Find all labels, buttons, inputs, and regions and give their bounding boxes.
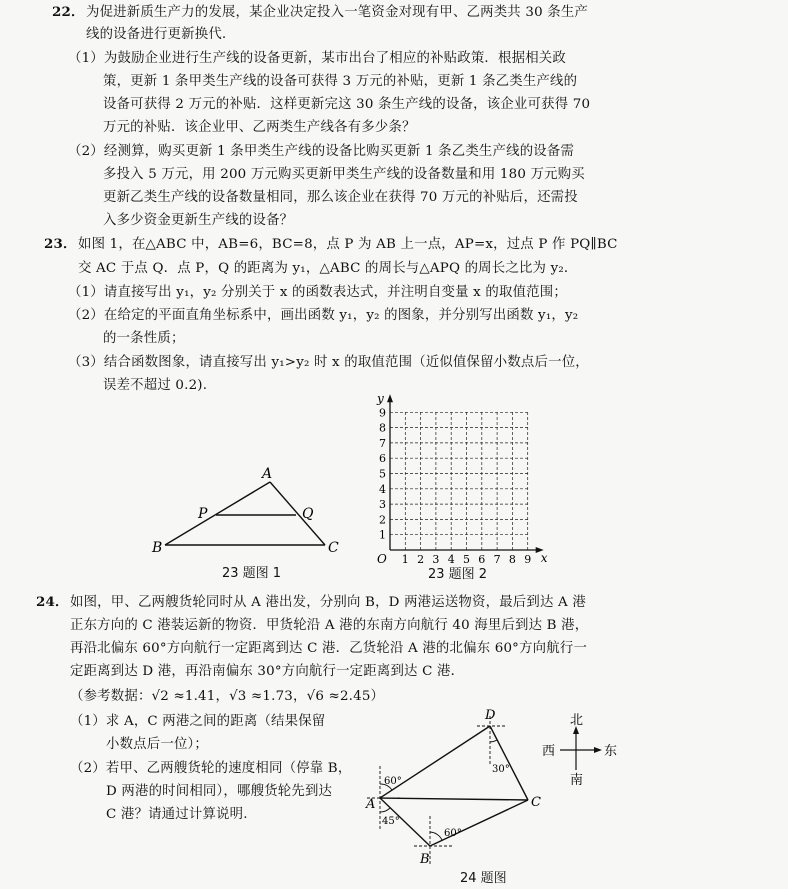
angle-arc-a-45 <box>380 808 390 812</box>
q23-part3-line-1: （3）结合函数图象，请直接写出 y₁>y₂ 时 x 的取值范围（近似值保留小数点后一位， <box>68 355 589 370</box>
x-tick-label: 5 <box>463 553 470 565</box>
y-tick-label: 4 <box>379 482 386 496</box>
label-b: B <box>152 540 163 556</box>
q22-part1-line-1: （1）为鼓励企业进行生产线的设备更新，某市出台了相应的补贴政策．根据相关政 <box>68 51 566 66</box>
route-ac <box>380 798 528 800</box>
label-b: B <box>420 852 430 867</box>
q24-figure-caption: 24 题图 <box>460 871 507 886</box>
y-tick-label: 3 <box>379 498 386 512</box>
q23-figure-2-coordinate-grid <box>368 380 558 565</box>
x-tick-label: 7 <box>493 553 501 565</box>
q22-part1-line-3: 设备可获得 2 万元的补贴．这样更新完这 30 条生产线的设备，该企业可获得 70 <box>103 97 591 112</box>
y-tick-label: 1 <box>379 528 386 542</box>
side-ab <box>165 482 270 545</box>
x-tick-label: 1 <box>401 553 409 565</box>
q23-stem-line-1: 如图 1，在△ABC 中，AB=6，BC=8，点 P 为 AB 上一点，AP=x，过点 P 作 PQ∥BC <box>78 237 618 252</box>
x-tick-label: 6 <box>478 553 486 565</box>
q24-part2-line-1: （2）若甲、乙两艘货轮的速度相同（停靠 B， <box>70 761 352 776</box>
label-p: P <box>198 506 208 522</box>
y-tick-label: 9 <box>379 406 386 420</box>
route-ad <box>380 726 490 798</box>
angle-arc-d-30 <box>490 740 497 742</box>
y-tick-label: 7 <box>379 436 386 450</box>
y-tick-label: 2 <box>379 513 386 527</box>
q23-part1: （1）请直接写出 y₁，y₂ 分别关于 x 的函数表达式，并注明自变量 x 的取值范围； <box>68 285 567 300</box>
x-axis-label: x <box>540 551 548 565</box>
q24-part1-line-2: 小数点后一位）； <box>106 737 209 752</box>
q23-figure-1-caption: 23 题图 1 <box>222 566 282 581</box>
compass-east: 东 <box>604 744 618 759</box>
label-a: A <box>262 466 273 482</box>
q24-stem-line-2: 正东方向的 C 港装运新的物资．甲货轮沿 A 港的东南方向航行 40 海里后到达 B 港， <box>70 618 589 633</box>
x-tick-label: 3 <box>432 553 440 565</box>
label-c: C <box>328 540 339 556</box>
x-tick-label: 4 <box>447 553 455 565</box>
q23-figure-1-triangle <box>150 460 350 560</box>
angle-label-d-30: 30° <box>492 764 510 775</box>
q24-figure-navigation-diagram <box>362 706 567 871</box>
q22-part1-line-2: 策，更新 1 条甲类生产线的设备可获得 3 万元的补贴，更新 1 条乙类生产线的 <box>103 74 578 89</box>
y-tick-label: 8 <box>379 421 386 435</box>
q23-stem-line-2: 交 AC 于点 Q．点 P，Q 的距离为 y₁，△ABC 的周长与△APQ 的周长之比为 y₂． <box>78 261 578 276</box>
q23-number: 23． <box>44 236 77 252</box>
route-dc <box>490 726 528 800</box>
q23-part3-line-2: 误差不超过 0.2). <box>103 378 208 393</box>
y-axis-arrow-icon <box>387 394 393 402</box>
q24-part1-line-1: （1）求 A，C 两港之间的距离（结果保留 <box>70 714 326 729</box>
q22-part2-line-4: 入多少资金更新生产线的设备？ <box>103 213 294 228</box>
q22-part2-line-3: 更新乙类生产线的设备数量相同，那么该企业在获得 70 万元的补贴后，还需投 <box>103 190 578 205</box>
q22-part2-line-1: （2）经测算，购买更新 1 条甲类生产线的设备比购买更新 1 条乙类生产线的设备需 <box>68 144 575 159</box>
q23-part2-line-2: 的一条性质； <box>103 331 185 346</box>
angle-label-b-60: 60° <box>444 828 462 839</box>
q23-figure-2-caption: 23 题图 2 <box>428 567 488 582</box>
q24-stem-line-3: 再沿北偏东 60°方向航行一定距离到达 C 港．乙货轮沿 A 港的北偏东 60°方向航行一 <box>70 641 588 656</box>
angle-label-a-45: 45° <box>382 816 400 827</box>
q22-part2-line-2: 多投入 5 万元，用 200 万元购买更新甲类生产线的设备数量和用 180 万元购买 <box>103 167 585 182</box>
label-d: D <box>485 708 496 723</box>
y-axis-label: y <box>377 391 384 406</box>
label-a: A <box>366 797 376 812</box>
label-q: Q <box>302 506 314 522</box>
q24-number: 24． <box>36 594 69 610</box>
angle-label-a-60: 60° <box>384 776 402 787</box>
east-arrow-icon <box>594 747 602 753</box>
compass-icon <box>538 712 628 792</box>
compass-north: 北 <box>570 713 584 728</box>
route-bc <box>430 800 528 846</box>
q24-part2-line-3: C 港？请通过计算说明. <box>106 807 248 822</box>
compass-south: 南 <box>570 773 584 788</box>
q24-part2-line-2: D 两港的时间相同），哪艘货轮先到达 <box>106 784 333 799</box>
q23-part2-line-1: （2）在给定的平面直角坐标系中，画出函数 y₁，y₂ 的图象，并分别写出函数 y₁，y₂ <box>68 308 579 323</box>
x-tick-label: 9 <box>524 553 532 565</box>
q22-part1-line-4: 万元的补贴．该企业甲、乙两类生产线各有多少条？ <box>103 120 416 135</box>
q24-stem-line-4: 定距离到达 D 港，再沿南偏东 30°方向航行一定距离到达 C 港． <box>70 664 465 679</box>
label-c: C <box>531 795 541 810</box>
q22-stem-line-2: 线的设备进行更新换代. <box>86 27 227 42</box>
x-tick-label: 8 <box>508 553 516 565</box>
origin-label: O <box>377 552 387 565</box>
y-tick-label: 5 <box>379 467 386 481</box>
compass-west: 西 <box>542 744 556 759</box>
q22-number: 22． <box>52 4 85 20</box>
y-tick-label: 6 <box>379 452 386 466</box>
side-ac <box>270 482 325 545</box>
x-tick-label: 2 <box>417 553 425 565</box>
q24-reference-data: （参考数据：√2 ≈1.41，√3 ≈1.73，√6 ≈2.45） <box>70 689 385 704</box>
q24-stem-line-1: 如图，甲、乙两艘货轮同时从 A 港出发，分别向 B，D 两港运送物资，最后到达 A 港 <box>70 595 586 610</box>
angle-arc-b-60 <box>430 832 442 840</box>
q22-stem-line-1: 为促进新质生产力的发展，某企业决定投入一笔资金对现有甲、乙两类共 30 条生产 <box>86 5 589 20</box>
